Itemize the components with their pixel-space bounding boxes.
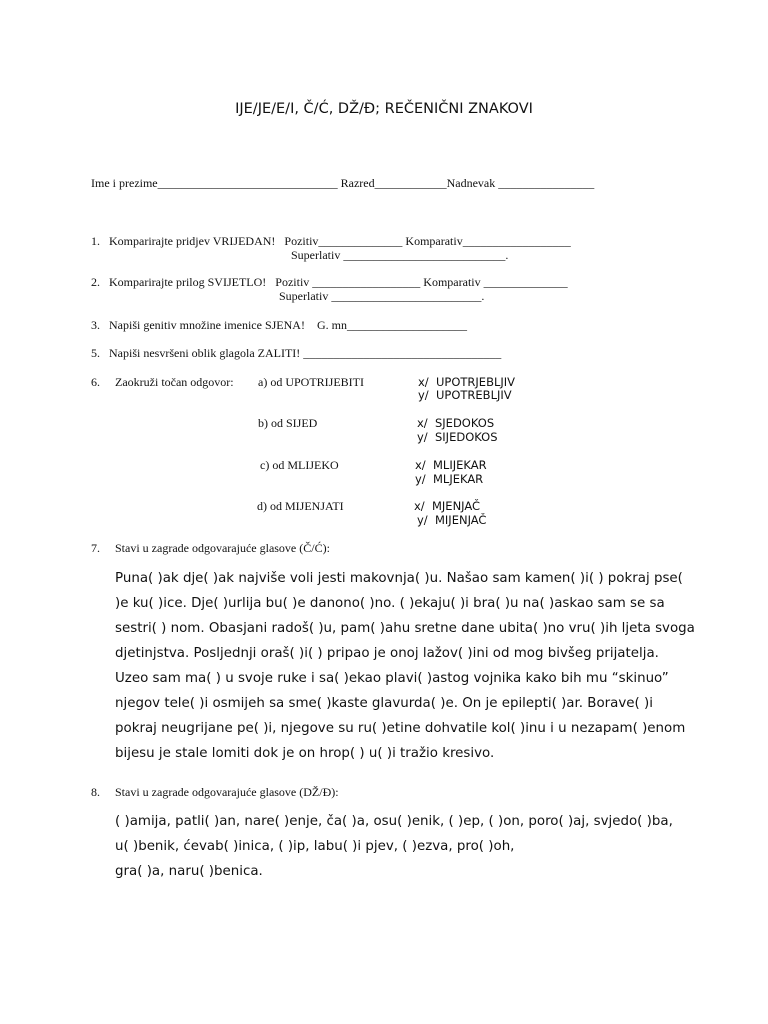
student-info-line: Ime i prezime______________________________ Razred____________Nadnevak ________________ [91,176,595,190]
question-1-superlative: Superlativ ___________________________. [291,248,509,262]
question-8-line-2: u( )benik, ćevab( )inica, ( )ip, labu( )i pjev, ( )ezva, pro( )oh, [115,839,515,854]
question-6c-option-x: x/ MLIJEKAR [415,458,487,472]
question-6a-option-x: x/ UPOTRJEBLJIV [418,375,516,389]
question-2-superlative: Superlativ _________________________. [279,289,485,303]
question-6b-option-y: y/ SIJEDOKOS [417,430,498,444]
question-6c-word: c) od MLIJEKO [260,458,339,472]
question-8-label: 8. Stavi u zagrade odgovarajuće glasove (DŽ/Đ): [91,785,339,799]
question-7-label: 7. Stavi u zagrade odgovarajuće glasove (Č/Ć): [91,541,330,555]
question-6b-word: b) od SIJED [258,416,318,430]
question-6d-option-y: y/ MIJENJAČ [417,513,487,527]
question-8-line-3: gra( )a, naru( )benica. [115,864,263,879]
question-1: 1. Komparirajte pridjev VRIJEDAN! Pozitiv______________ Komparativ__________________ [91,234,571,248]
question-6d-option-x: x/ MJENJAČ [414,499,481,513]
question-7-text: Puna( )ak dje( )ak najviše voli jesti makovnja( )u. Našao sam kamen( )i( ) pokraj pse( )e ku( )ice. Dje( )urlija bu( )e danono( )no. ( )ekaju( )i bra( )u na( )askao sam se sa sestri( ) nom. Obasjani radoš( )u, pam( )ahu sretne dane ubita( )no vru( )ih ljeta svoga djetinjstva. Posljednji oraš( )i( ) pripao je onoj lažov( )ini od mog bivšeg prijatelja. Uzeo sam ma( ) u svoje ruke i sa( )ekao plavi( )astog vojnika kako bih mu “skinuo” njegov tele( )i osmijeh sa sme( )kaste glavurda( )e. On je epilepti( )ar. Borave( )i pokraj neugrijane pe( )i, njegove su ru( )etine dohvatile kol( )inu i u nezapam( )enom bijesu je stale lomiti dok je on hrop( ) u( )i tražio kresivo. [115,571,695,761]
page-title: IJE/JE/E/I, Č/Ć, DŽ/Đ; REČENIČNI ZNAKOVI [235,101,533,117]
question-8-line-1: ( )amija, patli( )an, nare( )enje, ča( )a, osu( )enik, ( )ep, ( )on, poro( )aj, svjedo( )ba, [115,814,673,829]
question-5: 5. Napiši nesvršeni oblik glagola ZALITI! _________________________________ [91,346,502,360]
question-6a-option-y: y/ UPOTREBLJIV [418,388,512,402]
question-6b-option-x: x/ SJEDOKOS [417,416,495,430]
question-3: 3. Napiši genitiv množine imenice SJENA! G. mn____________________ [91,318,467,332]
question-6d-word: d) od MIJENJATI [257,499,344,513]
question-6c-option-y: y/ MLJEKAR [415,472,484,486]
question-6-label: 6. Zaokruži točan odgovor: [91,375,234,389]
question-2: 2. Komparirajte prilog SVIJETLO! Pozitiv __________________ Komparativ ______________ [91,275,568,289]
question-6a-word: a) od UPOTRIJEBITI [258,375,364,389]
